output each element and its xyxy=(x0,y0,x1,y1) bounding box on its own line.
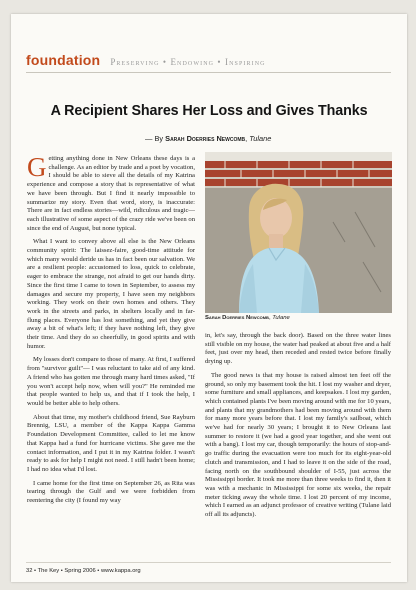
caption-affiliation: Tulane xyxy=(272,315,290,321)
section-tagline: Preserving • Endowing • Inspiring xyxy=(110,57,266,67)
author-photo xyxy=(205,152,392,313)
article-column-1 xyxy=(27,152,195,506)
section-header xyxy=(26,52,266,70)
paragraph: My losses don't compare to those of many. At first, I suffered from "survivor guilt"— I was reluctant to take aid of any kind. A friend who has gotten me through many hard times asked, "If you won't accept help now, when will you?" He reminded me that people wanted to help us, and that if I took the help, I would be better able to help others. xyxy=(27,356,195,407)
page-footer: 32 • The Key • Spring 2006 • www.kappa.org xyxy=(26,568,141,574)
paragraph: About that time, my mother's childhood friend, Sue Rayburn Brennig, LSU, a member of the Kappa Kappa Gamma Foundation Development Committee, called to let me know that Kappa had a fund for hurricane victims. She gave me the contact information, and I put it in my Katrina folder. I wasn't ready to ask for help I might not need. I still hadn't been home; I had no idea what I'd lost. xyxy=(27,413,195,473)
byline-author: Sarah Doerries Newcomb xyxy=(165,134,246,143)
paragraph: Getting anything done in New Orleans these days is a challenge. As an editor by trade and a poet by vocation, I should be able to sieve all the details of my Katrina experience and compose a story that is representative of what we have been through. But I find it nearly impossible to summarize my story. Even that word, story, is inaccurate: There are in fact endless stories—wild, ridiculous and tragic—each illustrative of some aspect of the crazy ride we've been on since the end of August, but none typical. xyxy=(27,152,195,232)
photo-caption: Sarah Doerries Newcomb, Tulane xyxy=(205,315,290,321)
paragraph: in, let's say, through the back door). Based on the three water lines still visible on my house, the water had peaked at about five and a half feet, just over my head, then receded and rested twice before finally drying up. xyxy=(205,332,391,366)
magazine-page xyxy=(11,14,407,582)
paragraph: The good news is that my house is raised almost ten feet off the ground, so only my basement took the hit. I lost my washer and dryer, some furniture and small appliances, and keepsakes. I lost my garden, which contained plants I've been moving around with me for 10 years, and plants that my grandmothers had been moving around with them for many more years before that. I lost my family's sailboat, which we've had for nearly 30 years; I brought it to New Orleans last summer to restore it (we had a good year together, and she went out with a bang). I lost my car, though temporarily: the hours of stop-and-go traffic during the evacuation were too much for its eight-year-old clutch and transmission, and I had to leave it on the side of the road, facing north on the southbound shoulder of I-55, just across the Mississippi border. It took me more than three weeks to find it, then it was with a mechanic in Mississippi for some six weeks, the repair meter ticking away the whole time. I lost 20 percent of my income, which I earned as an adjunct professor of creative writing (Tulane laid off all its adjuncts). xyxy=(205,371,391,519)
article-headline: A Recipient Shares Her Loss and Gives Thanks xyxy=(50,103,368,119)
header-rule xyxy=(26,72,391,73)
byline-prefix: — By xyxy=(145,134,164,143)
paragraph: I came home for the first time on September 26, as Rita was tearing through the Gulf and we were forbidden from reentering the city (I found my way xyxy=(27,479,195,505)
drop-cap: G xyxy=(27,152,47,182)
article-column-2 xyxy=(205,332,391,520)
byline-affiliation: Tulane xyxy=(249,134,272,143)
article-byline: — By Sarah Doerries Newcomb, Tulane xyxy=(145,134,272,143)
paragraph: What I want to convey above all else is the New Orleans community spirit: The laissez-faire, good-time attitude for which many would deride us has in fact been our salvation. We are a resilient people: accustomed to loss, quick to celebrate, eager to embrace the strange, not afraid to get our hands dirty. Since the first time I came to town in September, to assess my damages and secure my property, I have seen my neighbors working. They work on their own homes and others. They work in the streets and parks, in shelters locally and in far-flung places. Everyone has lost something, and yet they give away a bit of what's left; if they have nothing left, they give their time. And they do so cheerfully, in good spirits and with humor. xyxy=(27,238,195,350)
caption-name: Sarah Doerries Newcomb xyxy=(205,315,269,321)
footer-rule xyxy=(26,562,391,563)
section-name: foundation xyxy=(26,52,101,68)
portrait-image xyxy=(205,152,392,313)
